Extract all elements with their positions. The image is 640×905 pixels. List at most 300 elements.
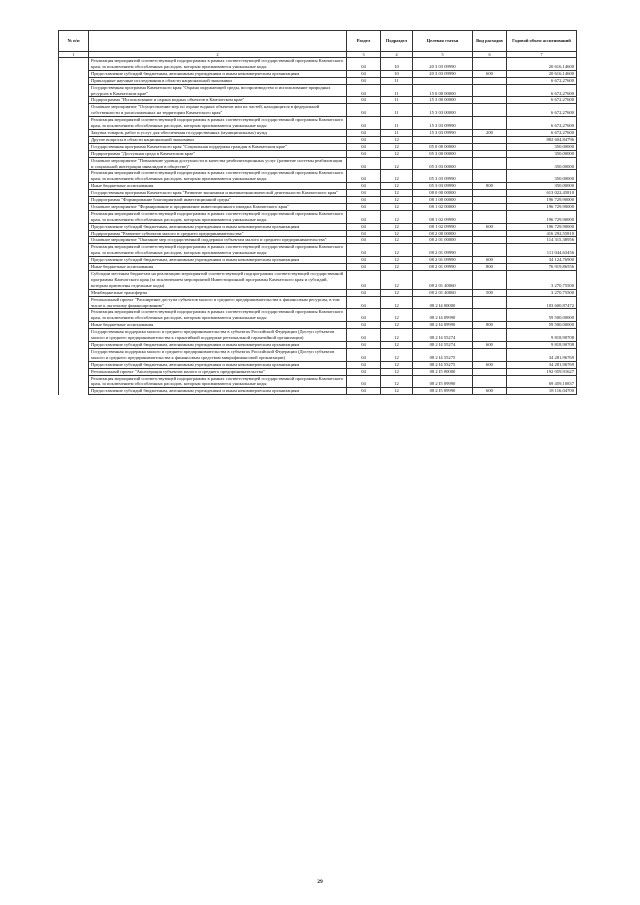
cell-amount: 18 116,04700 bbox=[507, 388, 577, 395]
cell-subsection: 12 bbox=[381, 150, 413, 157]
cell-subsection: 12 bbox=[381, 361, 413, 368]
cell-name: Предоставление субсидий бюджетным, автономным учреждениям и иным некоммерческим организациям bbox=[89, 341, 347, 348]
table-row bbox=[59, 197, 577, 204]
cell-section: 04 bbox=[347, 223, 381, 230]
cell-num bbox=[59, 197, 89, 204]
table-row bbox=[59, 296, 577, 309]
table-row bbox=[59, 190, 577, 197]
cell-section: 04 bbox=[347, 230, 381, 237]
cell-target: 08 2 I5 00000 bbox=[413, 368, 473, 375]
cell-target: 15 3 03 00000 bbox=[413, 104, 473, 117]
table-row bbox=[59, 84, 577, 97]
cell-amount: 882 604,84796 bbox=[507, 136, 577, 143]
cell-section: 04 bbox=[347, 70, 381, 77]
cell-subsection: 12 bbox=[381, 210, 413, 223]
cell-name: Предоставление субсидий бюджетным, автономным учреждениям и иным некоммерческим организациям bbox=[89, 361, 347, 368]
table-row bbox=[59, 322, 577, 329]
cell-target: 20 3 03 09990 bbox=[413, 70, 473, 77]
cell-amount: 350,00000 bbox=[507, 157, 577, 170]
cell-name: Иные бюджетные ассигнования bbox=[89, 322, 347, 329]
cell-subsection: 12 bbox=[381, 230, 413, 237]
cell-section: 04 bbox=[347, 289, 381, 296]
cell-name: Предоставление субсидий бюджетным, автономным учреждениям и иным некоммерческим организациям bbox=[89, 257, 347, 264]
cell-name: Государственная программа Камчатского края "Развитие экономики и внешнеэкономической деятельности Камчатского края" bbox=[89, 190, 347, 197]
cell-target: 20 3 03 09990 bbox=[413, 58, 473, 71]
cell-section: 04 bbox=[347, 197, 381, 204]
cell-expense: 500 bbox=[473, 289, 507, 296]
cell-num bbox=[59, 244, 89, 257]
table-row bbox=[59, 223, 577, 230]
cell-target: 08 2 00 00000 bbox=[413, 230, 473, 237]
cell-name: Реализация мероприятий соответствующей подпрограммы в рамках соответствующей государственной программы Камчатского края, за исключением обособленных расходов, которым присваиваются уникальные коды bbox=[89, 170, 347, 183]
cell-amount: 20 616,14600 bbox=[507, 70, 577, 77]
cell-amount: 192 059,91627 bbox=[507, 368, 577, 375]
cell-num bbox=[59, 296, 89, 309]
table-row bbox=[59, 271, 577, 290]
cell-section: 04 bbox=[347, 361, 381, 368]
cell-section: 04 bbox=[347, 244, 381, 257]
table-row bbox=[59, 170, 577, 183]
cell-expense: 800 bbox=[473, 183, 507, 190]
cell-section: 04 bbox=[347, 309, 381, 322]
table-row bbox=[59, 77, 577, 84]
cell-subsection: 11 bbox=[381, 104, 413, 117]
table-row bbox=[59, 70, 577, 77]
table-row bbox=[59, 129, 577, 136]
cell-amount: 6 672,27600 bbox=[507, 77, 577, 84]
table-row bbox=[59, 375, 577, 388]
cell-subsection: 11 bbox=[381, 77, 413, 84]
column-number: 2 bbox=[89, 52, 347, 58]
cell-amount: 6 672,27600 bbox=[507, 117, 577, 130]
table-body bbox=[59, 58, 577, 395]
cell-expense bbox=[473, 104, 507, 117]
column-number: 1 bbox=[59, 52, 89, 58]
cell-num bbox=[59, 341, 89, 348]
cell-num bbox=[59, 289, 89, 296]
cell-expense bbox=[473, 375, 507, 388]
cell-num bbox=[59, 223, 89, 230]
cell-target: 08 2 01 00000 bbox=[413, 237, 473, 244]
cell-expense bbox=[473, 157, 507, 170]
cell-amount: 196 729,90000 bbox=[507, 223, 577, 230]
cell-amount: 613 022,45810 bbox=[507, 190, 577, 197]
cell-expense: 600 bbox=[473, 361, 507, 368]
cell-amount: 111 044,63456 bbox=[507, 244, 577, 257]
cell-num bbox=[59, 117, 89, 130]
cell-subsection: 12 bbox=[381, 183, 413, 190]
table-row bbox=[59, 150, 577, 157]
cell-name: Подпрограмма "Развитие субъектов малого и среднего предпринимательства" bbox=[89, 230, 347, 237]
cell-section: 04 bbox=[347, 190, 381, 197]
cell-expense bbox=[473, 117, 507, 130]
cell-amount: 416 292,55810 bbox=[507, 230, 577, 237]
cell-section: 04 bbox=[347, 157, 381, 170]
cell-name: Предоставление субсидий бюджетным, автономным учреждениям и иным некоммерческим организациям bbox=[89, 223, 347, 230]
cell-expense bbox=[473, 329, 507, 342]
cell-subsection: 12 bbox=[381, 388, 413, 395]
header-target: Целевая статья bbox=[413, 31, 473, 52]
cell-expense bbox=[473, 271, 507, 290]
table-row bbox=[59, 97, 577, 104]
cell-target: 08 2 01 09990 bbox=[413, 257, 473, 264]
column-number: 7 bbox=[507, 52, 577, 58]
header-row bbox=[59, 31, 577, 52]
cell-expense bbox=[473, 230, 507, 237]
cell-amount: 76 919,86556 bbox=[507, 264, 577, 271]
column-number: 6 bbox=[473, 52, 507, 58]
cell-section: 04 bbox=[347, 348, 381, 361]
cell-name: Другие вопросы в области национальной экономики bbox=[89, 136, 347, 143]
cell-num bbox=[59, 361, 89, 368]
cell-section: 04 bbox=[347, 58, 381, 71]
cell-name: Государственная программа Камчатского края "Социальная поддержка граждан в Камчатском крае" bbox=[89, 143, 347, 150]
table-row bbox=[59, 210, 577, 223]
cell-num bbox=[59, 58, 89, 71]
cell-section: 04 bbox=[347, 117, 381, 130]
cell-num bbox=[59, 104, 89, 117]
cell-target: 08 2 01 09990 bbox=[413, 244, 473, 257]
cell-target: 08 1 00 00000 bbox=[413, 197, 473, 204]
cell-amount: 103 600,87472 bbox=[507, 296, 577, 309]
cell-num bbox=[59, 230, 89, 237]
cell-expense: 200 bbox=[473, 129, 507, 136]
cell-amount: 59 500,00000 bbox=[507, 322, 577, 329]
cell-target: 08 2 I4 55275 bbox=[413, 348, 473, 361]
cell-target: 15 3 00 00000 bbox=[413, 97, 473, 104]
cell-subsection: 12 bbox=[381, 136, 413, 143]
cell-num bbox=[59, 203, 89, 210]
table-row bbox=[59, 203, 577, 210]
cell-subsection: 12 bbox=[381, 271, 413, 290]
cell-name: Подпрограмма "Доступная среда в Камчатском крае" bbox=[89, 150, 347, 157]
table-row bbox=[59, 257, 577, 264]
budget-table bbox=[58, 30, 577, 395]
cell-target: 15 3 03 09990 bbox=[413, 117, 473, 130]
cell-subsection: 12 bbox=[381, 322, 413, 329]
cell-subsection: 12 bbox=[381, 264, 413, 271]
cell-expense bbox=[473, 143, 507, 150]
cell-expense bbox=[473, 97, 507, 104]
cell-target: 08 2 I4 09990 bbox=[413, 322, 473, 329]
cell-expense: 600 bbox=[473, 388, 507, 395]
cell-name: Иные бюджетные ассигнования bbox=[89, 264, 347, 271]
cell-section: 04 bbox=[347, 322, 381, 329]
cell-num bbox=[59, 309, 89, 322]
cell-section: 04 bbox=[347, 271, 381, 290]
cell-name: Предоставление субсидий бюджетным, автономным учреждениям и иным некоммерческим организациям bbox=[89, 70, 347, 77]
cell-amount: 114 315,38956 bbox=[507, 237, 577, 244]
cell-name: Государственная поддержка малого и среднего предпринимательства в субъектах Российской Федерации (Доступ субъектов малого и среднего предпринимательства к гарантийной поддержке региональной гарантийной организации) bbox=[89, 329, 347, 342]
cell-amount: 3 270,75500 bbox=[507, 271, 577, 290]
cell-num bbox=[59, 183, 89, 190]
cell-expense: 600 bbox=[473, 257, 507, 264]
cell-target bbox=[413, 136, 473, 143]
cell-expense bbox=[473, 203, 507, 210]
cell-expense bbox=[473, 348, 507, 361]
cell-target: 08 2 I4 55275 bbox=[413, 361, 473, 368]
table-row bbox=[59, 104, 577, 117]
cell-name: Подпрограмма "Формирование благоприятной инвестиционной среды" bbox=[89, 197, 347, 204]
table-row bbox=[59, 348, 577, 361]
cell-section: 04 bbox=[347, 375, 381, 388]
cell-subsection: 12 bbox=[381, 223, 413, 230]
cell-section: 04 bbox=[347, 183, 381, 190]
cell-amount: 350,00000 bbox=[507, 143, 577, 150]
cell-target bbox=[413, 77, 473, 84]
cell-target: 08 2 01 09990 bbox=[413, 264, 473, 271]
table-row bbox=[59, 117, 577, 130]
cell-section: 04 bbox=[347, 129, 381, 136]
cell-target: 05 3 03 09990 bbox=[413, 183, 473, 190]
cell-amount: 9 818,90708 bbox=[507, 329, 577, 342]
cell-name: Региональный проект "Акселерация субъектов малого и среднего предпринимательства" bbox=[89, 368, 347, 375]
header-expense: Вид расходов bbox=[473, 31, 507, 52]
cell-section: 04 bbox=[347, 264, 381, 271]
cell-num bbox=[59, 368, 89, 375]
cell-name: Реализация мероприятий соответствующей подпрограммы в рамках соответствующей государственной программы Камчатского края, за исключением обособленных расходов, которым присваиваются уникальные коды bbox=[89, 309, 347, 322]
cell-subsection: 12 bbox=[381, 244, 413, 257]
cell-subsection: 12 bbox=[381, 143, 413, 150]
cell-section: 04 bbox=[347, 388, 381, 395]
cell-num bbox=[59, 84, 89, 97]
table-row bbox=[59, 157, 577, 170]
budget-table-sheet bbox=[58, 30, 576, 395]
cell-section: 04 bbox=[347, 150, 381, 157]
cell-amount: 6 672,27600 bbox=[507, 84, 577, 97]
header-section: Раздел bbox=[347, 31, 381, 52]
cell-target: 08 2 01 40060 bbox=[413, 289, 473, 296]
cell-target: 08 1 02 09990 bbox=[413, 223, 473, 230]
cell-section: 04 bbox=[347, 210, 381, 223]
page-number: 29 bbox=[317, 879, 323, 885]
cell-target: 08 2 I4 09990 bbox=[413, 309, 473, 322]
cell-name: Основное мероприятие "Оказание мер государственной поддержки субъектам малого и среднего предпринимательства" bbox=[89, 237, 347, 244]
table-row bbox=[59, 264, 577, 271]
table-row bbox=[59, 58, 577, 71]
cell-amount: 6 672,27600 bbox=[507, 129, 577, 136]
header-num: № п/п bbox=[59, 31, 89, 52]
table-row bbox=[59, 237, 577, 244]
cell-num bbox=[59, 77, 89, 84]
cell-amount: 350,00000 bbox=[507, 183, 577, 190]
cell-amount: 3 270,75500 bbox=[507, 289, 577, 296]
cell-amount: 59 500,00000 bbox=[507, 309, 577, 322]
table-row bbox=[59, 309, 577, 322]
table-row bbox=[59, 341, 577, 348]
cell-name: Основное мероприятие "Формирование и продвижение инвестиционного имиджа Камчатского края" bbox=[89, 203, 347, 210]
cell-section: 04 bbox=[347, 203, 381, 210]
cell-name: Закупка товаров, работ и услуг для обеспечения государственных (муниципальных) нужд bbox=[89, 129, 347, 136]
cell-subsection: 12 bbox=[381, 257, 413, 264]
cell-subsection: 12 bbox=[381, 348, 413, 361]
cell-expense bbox=[473, 309, 507, 322]
cell-target: 05 3 03 09990 bbox=[413, 170, 473, 183]
table-row bbox=[59, 361, 577, 368]
cell-expense bbox=[473, 77, 507, 84]
cell-num bbox=[59, 264, 89, 271]
cell-target: 08 1 02 00000 bbox=[413, 203, 473, 210]
cell-section: 04 bbox=[347, 97, 381, 104]
cell-name: Региональный проект "Расширение доступа субъектов малого и среднего предпринимательства к финансовым ресурсам, в том числе к льготному финансированию" bbox=[89, 296, 347, 309]
cell-subsection: 12 bbox=[381, 329, 413, 342]
cell-expense bbox=[473, 150, 507, 157]
cell-num bbox=[59, 388, 89, 395]
table-row bbox=[59, 183, 577, 190]
cell-amount: 196 729,90000 bbox=[507, 203, 577, 210]
cell-subsection: 12 bbox=[381, 375, 413, 388]
cell-subsection: 10 bbox=[381, 70, 413, 77]
cell-section: 04 bbox=[347, 237, 381, 244]
cell-target: 08 2 I5 09990 bbox=[413, 388, 473, 395]
cell-amount: 9 818,90708 bbox=[507, 341, 577, 348]
table-row bbox=[59, 230, 577, 237]
cell-num bbox=[59, 170, 89, 183]
cell-expense: 600 bbox=[473, 70, 507, 77]
cell-amount: 350,00000 bbox=[507, 150, 577, 157]
cell-num bbox=[59, 143, 89, 150]
cell-amount: 20 616,14600 bbox=[507, 58, 577, 71]
cell-subsection: 12 bbox=[381, 341, 413, 348]
column-number: 5 bbox=[413, 52, 473, 58]
cell-num bbox=[59, 322, 89, 329]
cell-section: 04 bbox=[347, 257, 381, 264]
cell-expense bbox=[473, 170, 507, 183]
cell-amount: 196 729,90000 bbox=[507, 210, 577, 223]
cell-target: 08 2 01 40060 bbox=[413, 271, 473, 290]
cell-num bbox=[59, 257, 89, 264]
cell-num bbox=[59, 150, 89, 157]
cell-amount: 34 281,96769 bbox=[507, 348, 577, 361]
cell-name: Подпрограмма "Использование и охрана водных объектов в Камчатском крае" bbox=[89, 97, 347, 104]
cell-target: 08 2 I5 09990 bbox=[413, 375, 473, 388]
cell-expense bbox=[473, 210, 507, 223]
cell-num bbox=[59, 70, 89, 77]
cell-section: 04 bbox=[347, 104, 381, 117]
cell-name: Предоставление субсидий бюджетным, автономным учреждениям и иным некоммерческим организациям bbox=[89, 388, 347, 395]
header-name bbox=[89, 31, 347, 52]
cell-name: Реализация мероприятий соответствующей подпрограммы в рамках соответствующей государственной программы Камчатского края, за исключением обособленных расходов, которым присваиваются уникальные коды bbox=[89, 58, 347, 71]
cell-name: Государственная программа Камчатского края "Охрана окружающей среды, воспроизводство и использование природных ресурсов в Камчатском крае" bbox=[89, 84, 347, 97]
cell-expense bbox=[473, 368, 507, 375]
cell-section: 04 bbox=[347, 143, 381, 150]
table-row bbox=[59, 289, 577, 296]
table-row bbox=[59, 329, 577, 342]
cell-section: 04 bbox=[347, 170, 381, 183]
cell-section: 04 bbox=[347, 77, 381, 84]
cell-name: Прикладные научные исследования в области национальной экономики bbox=[89, 77, 347, 84]
cell-name: Основное мероприятие "Повышение уровня доступности и качества реабилитационных услуг (развитие системы реабилитации и социальной интеграции инвалидов в обществе)" bbox=[89, 157, 347, 170]
cell-subsection: 11 bbox=[381, 84, 413, 97]
cell-amount: 6 672,27600 bbox=[507, 97, 577, 104]
cell-name: Реализация мероприятий соответствующей подпрограммы в рамках соответствующей государственной программы Камчатского края, за исключением обособленных расходов, которым присваиваются уникальные коды bbox=[89, 117, 347, 130]
header-amount: Годовой объем ассигнований bbox=[507, 31, 577, 52]
cell-expense bbox=[473, 296, 507, 309]
cell-expense: 600 bbox=[473, 341, 507, 348]
cell-expense: 600 bbox=[473, 223, 507, 230]
cell-name: Реализация мероприятий соответствующей подпрограммы в рамках соответствующей государственной программы Камчатского края, за исключением обособленных расходов, которым присваиваются уникальные коды bbox=[89, 210, 347, 223]
cell-target: 05 3 00 00000 bbox=[413, 150, 473, 157]
cell-name: Реализация мероприятий соответствующей подпрограммы в рамках соответствующей государственной программы Камчатского края, за исключением обособленных расходов, которым присваиваются уникальные коды bbox=[89, 244, 347, 257]
cell-expense: 800 bbox=[473, 264, 507, 271]
cell-expense: 800 bbox=[473, 322, 507, 329]
cell-subsection: 11 bbox=[381, 117, 413, 130]
cell-name: Основное мероприятие "Осуществление мер по охране водных объектов или их частей, находящихся в федеральной собственности и расположенных на территории Камчатского края" bbox=[89, 104, 347, 117]
cell-expense bbox=[473, 197, 507, 204]
cell-subsection: 12 bbox=[381, 203, 413, 210]
cell-subsection: 12 bbox=[381, 296, 413, 309]
cell-expense bbox=[473, 237, 507, 244]
cell-section: 04 bbox=[347, 84, 381, 97]
table-row bbox=[59, 368, 577, 375]
cell-num bbox=[59, 210, 89, 223]
cell-section: 04 bbox=[347, 329, 381, 342]
cell-section: 04 bbox=[347, 341, 381, 348]
cell-target: 08 2 I4 55274 bbox=[413, 341, 473, 348]
cell-section: 04 bbox=[347, 368, 381, 375]
cell-subsection: 12 bbox=[381, 157, 413, 170]
cell-num bbox=[59, 97, 89, 104]
cell-target: 08 1 02 09990 bbox=[413, 210, 473, 223]
cell-target: 08 2 I4 00000 bbox=[413, 296, 473, 309]
cell-num bbox=[59, 157, 89, 170]
cell-amount: 350,00000 bbox=[507, 170, 577, 183]
cell-target: 05 0 00 00000 bbox=[413, 143, 473, 150]
cell-amount: 34 281,96769 bbox=[507, 361, 577, 368]
cell-target: 08 2 I4 55274 bbox=[413, 329, 473, 342]
cell-name: Иные бюджетные ассигнования bbox=[89, 183, 347, 190]
header-subsection: Подраздел bbox=[381, 31, 413, 52]
cell-subsection: 11 bbox=[381, 129, 413, 136]
cell-target: 08 0 00 00000 bbox=[413, 190, 473, 197]
cell-num bbox=[59, 129, 89, 136]
cell-amount: 196 729,90000 bbox=[507, 197, 577, 204]
cell-expense bbox=[473, 84, 507, 97]
cell-subsection: 12 bbox=[381, 237, 413, 244]
cell-num bbox=[59, 237, 89, 244]
cell-target: 15 0 00 00000 bbox=[413, 84, 473, 97]
cell-amount: 34 124,76900 bbox=[507, 257, 577, 264]
cell-num bbox=[59, 136, 89, 143]
cell-section: 04 bbox=[347, 136, 381, 143]
cell-target: 15 3 03 09990 bbox=[413, 129, 473, 136]
cell-num bbox=[59, 329, 89, 342]
cell-num bbox=[59, 271, 89, 290]
cell-num bbox=[59, 190, 89, 197]
cell-expense bbox=[473, 244, 507, 257]
cell-subsection: 12 bbox=[381, 368, 413, 375]
cell-amount: 69 459,10837 bbox=[507, 375, 577, 388]
cell-name: Реализация мероприятий соответствующей подпрограммы в рамках соответствующей государственной программы Камчатского края, за исключением обособленных расходов, которым присваиваются уникальные коды bbox=[89, 375, 347, 388]
cell-name: Субсидии местным бюджетам на реализацию мероприятий соответствующей подпрограммы соответствующей государственной программы Камчатского края (за исключением мероприятий Инвестиционной программы Камчатского края и субсидий, которым присвоены отдельные коды) bbox=[89, 271, 347, 290]
cell-subsection: 12 bbox=[381, 289, 413, 296]
cell-subsection: 12 bbox=[381, 190, 413, 197]
cell-name: Межбюджетные трансферты bbox=[89, 289, 347, 296]
cell-expense bbox=[473, 136, 507, 143]
cell-subsection: 11 bbox=[381, 97, 413, 104]
column-number: 3 bbox=[347, 52, 381, 58]
cell-subsection: 10 bbox=[381, 58, 413, 71]
cell-subsection: 12 bbox=[381, 170, 413, 183]
cell-amount: 6 672,27600 bbox=[507, 104, 577, 117]
cell-section: 04 bbox=[347, 296, 381, 309]
cell-name: Государственная поддержка малого и среднего предпринимательства в субъектах Российской Федерации (Доступ субъектов малого и среднего предпринимательства к финансовым средствам микрофинансовой организации) bbox=[89, 348, 347, 361]
cell-expense bbox=[473, 58, 507, 71]
cell-subsection: 12 bbox=[381, 197, 413, 204]
column-number: 4 bbox=[381, 52, 413, 58]
cell-num bbox=[59, 348, 89, 361]
table-row bbox=[59, 143, 577, 150]
